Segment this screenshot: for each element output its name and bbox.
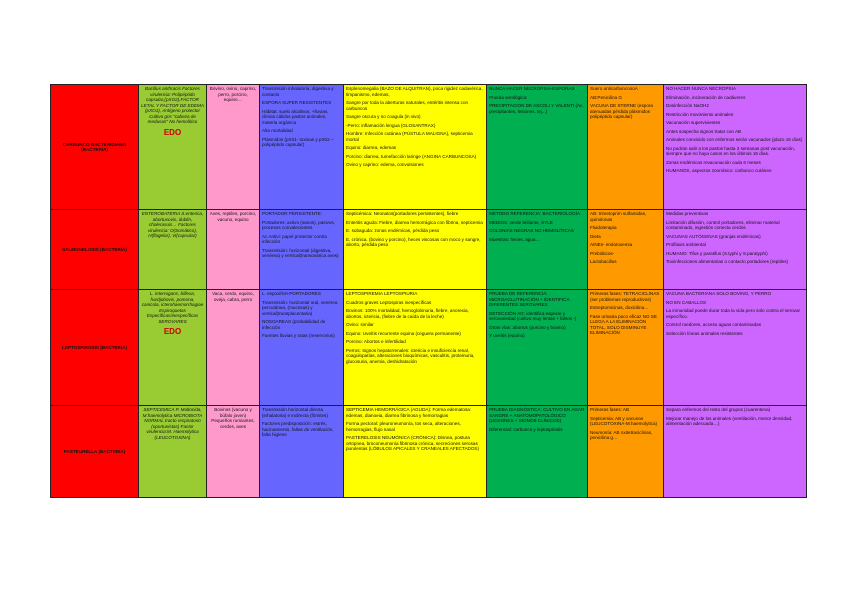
transmission-line: Transmisión horizontal directa (inhalatoria) e indirecta (fómites)	[262, 407, 328, 418]
clinic-line: LEPTOSPIREMIA LEPTOSPIURIA	[346, 291, 418, 296]
control-line: Profilaxis ambiental	[666, 242, 706, 247]
diagnosis-line: MÉTODO REFERENCIA: BACTERIOLOGÍA	[489, 211, 581, 216]
control-line: VACUNAS AUTÓGENAS (granjas endémicas)	[666, 233, 761, 239]
transmission-line: Ac Antivi: papel protector contra infección	[262, 233, 327, 244]
clinic-line: E. crónica. (bovino y porcino), heces viscosas con moco y sangre, aborto, pérdida peso	[346, 236, 481, 247]
control-line: NO EN CABALLOS	[666, 299, 707, 305]
disease-name-cell	[51, 406, 139, 498]
diagnosis-line: Muestras: heces, agua…	[489, 236, 541, 242]
disease-name-text: SALMONELOSIS (BACTERIA)	[62, 246, 127, 252]
agent-cell	[139, 210, 207, 290]
clinic-line: Equino: Uveítis recurrente equina (ceguera permanente)	[346, 330, 461, 336]
treatment-line: Suero anticarbuncosoA	[590, 86, 638, 91]
diagnosis-line: Diferencial: carbunco y leptospirosis	[489, 426, 563, 432]
diagnosis-line: PRUEBA DIAGNÓSTICA: CULTIVO EN AGAR SANGRE + ANATOMOPATOLÓGICO (LESIONES + SIGNOS CLÍNICOS)	[489, 407, 585, 423]
transmission-line: Portadores: activo (sanos), pasivos, procesos convalecientes	[262, 219, 336, 230]
control-line: No podrán salir a los pastos hasta 3 semanas post vacunación, siempre que no haya casos en los últimos 15 días.	[666, 145, 795, 156]
diagnosis-line: Y uveítis (equino)	[489, 333, 525, 338]
host-text: Aves, reptiles, porcino, vacuno, equino	[209, 211, 257, 222]
diagnosis-line: Prueba serológica:	[489, 94, 528, 100]
host-text: Vaca, cerdo, equino, oveja, cabra, perro	[212, 291, 254, 302]
disease-name-cell	[51, 290, 139, 406]
treatment-cell	[588, 210, 664, 290]
table-row	[51, 290, 807, 406]
transmission-line: ESPORA SUPER RESISTENTES	[262, 100, 332, 105]
host-cell	[207, 290, 260, 406]
agent-text: L. interrogans, biflexa, hardjobovis, pomona, canicola, icterohaemorrhagiae Espiroquetas Específicas/inespecíficas SEROVARES	[141, 291, 204, 324]
control-line: Medidas preventivas	[666, 211, 709, 216]
control-line: Zonas endémicas revacunación cada 6 meses	[666, 159, 761, 165]
control-line: VACUNA BACTERIANA SOLO BOVINO, Y PERRO	[666, 291, 772, 296]
transmission-line: Transmisión inhalatoria, digestiva y contacto	[262, 86, 334, 97]
treatment-line: AB: trimetoprim sulfamidas, quinolonas	[590, 211, 647, 222]
control-line: Mejorar manejo de los animales (ventilación, menor densidad, alimentación adecuada…)	[666, 415, 793, 426]
diagnosis-line: PRECIPITACION DE ASCOLI Y VALENTI (Ac. precipitantes, lesiones, tej...)	[489, 103, 584, 114]
diagnosis-line: DETECCIÓN AG: identifica especie y serovariedad (cultivo muy lentas + falsos -)	[489, 310, 577, 321]
diagnosis-cell	[487, 85, 588, 210]
clinic-line: Septicémica: Neonatos(portadores persistentes), fiebre	[346, 211, 459, 216]
agent-text: ENTEROBATERIA S.enterica, abortusovis, dublin, cholerasuis… Factores virulencia: O(Somático), H(flagelar), Vi(capsular)	[141, 211, 204, 238]
treatment-line: Fluidoterapia	[590, 225, 617, 230]
diagnosis-cell	[487, 290, 588, 406]
clinic-line: Sangre oscura y no coagula (in vivo)	[346, 114, 421, 119]
host-text: Bovinos (vacuno y búfalo joven) Pequeños rumiantes, cerdos, aves	[211, 407, 255, 429]
clinic-line: Esplenomegalia (BAZO DE ALQUITRAN), poca rigidez cadavérica, timpanismo, edemas,	[346, 86, 483, 97]
edo-label: EDO	[163, 127, 182, 137]
clinic-line: Enteritis aguda: Fiebre, diarrea hemorrágica con fibrina, septicemia	[346, 219, 483, 225]
agent-cell	[139, 406, 207, 498]
clinic-line: Hombre: Infección cutánea (PÚSTULA MALIGNA), septicemia mortal	[346, 131, 473, 142]
zoonosis-table	[50, 84, 807, 498]
table-row	[51, 210, 807, 290]
table-row	[51, 85, 807, 210]
control-cell	[664, 85, 807, 210]
clinic-line: Cuadros graves Leptospiras inespecíficas	[346, 299, 432, 305]
disease-name-text: CARBUNCO BACTERIDIANO (BACTERIA)	[62, 141, 127, 152]
control-line: Control roedores, acceso aguas contaminadas	[666, 322, 761, 327]
agent-text: SEPTICEMICA P. Multocida, M.haemolytica MICROBIOTA NORMAL tracto respiratorio (oportunistas) Factor virulencia:M. Haemolytica (LEUCOTOXINA)	[142, 407, 203, 440]
clinic-line: Perros: Signos hepatorrenales: ictericia e insuficiencia renal, coagulopatías, alteraciones bioquímicas, vasculitis, proteinuria, glucosuria, anemia, deshidratación	[346, 347, 475, 364]
clinic-line: SEPTICEMIA HEMORRÁGICA (AGUDA): Forma edematosa: edemas, dianoeia, diarrea fibrinosa y hemorragias	[346, 407, 472, 418]
transmission-line: Transmisión: horizontal (digestiva, venérea) y vertical(transovárica aves)	[262, 247, 339, 258]
transmission-cell	[260, 406, 344, 498]
treatment-line: AINEs- endotoxemia	[590, 242, 633, 247]
treatment-line: Fase urinaria poco eficaz NO SE LLEGA A LA ELIMINACIÓN TOTAL, SOLO DISMINUYE ELIMINACIÓN	[590, 313, 657, 335]
disease-name-text: LEPTOSPIROSIS (BACTERIA)	[62, 344, 127, 350]
host-text: Bovino, ovino, caprino, perro, porcino, equino…	[209, 86, 257, 102]
transmission-line: NOSOAREAS (probabilidad de infección	[262, 319, 326, 330]
treatment-line: Septicemia: AB y vacunas (LEUCOTOXINA-M.haemolytica)	[590, 415, 658, 426]
control-line: Animales convivido con enfermos serán vacunados (plazo 15 días)	[666, 137, 803, 142]
transmission-line: Hábitat: suelo alcalinos, +lluvias, climas cálidos pastos animales, materia orgánica	[262, 108, 329, 125]
transmission-cell	[260, 210, 344, 290]
control-line: Separa enfermos del resto del grupos (cuarentena)	[666, 407, 771, 412]
clinic-cell	[344, 210, 487, 290]
clinic-line: PASTERELOSIS NEUMÓNICA (CRÓNICA): Disnea, postura ortopnea, broconeumonía fibrinosa crónica, secreciones serosas purulentas (LÓBULOS APICALES Y CRANEALES AFECTADOS)	[346, 435, 480, 451]
diagnosis-line: PRUEBA DE REFERENCIA: MICROAGLUTINACIÓN + IDENTIFICA DIFERENTES SEROVARES	[489, 291, 570, 307]
transmission-line: Alta mortalidad	[262, 128, 293, 133]
treatment-line: Primeras fases: TETRACICLINAS (ser problemas reproductivos)	[590, 291, 660, 302]
transmission-line: Plásmidos (pX01- toxinas y pX02 – polipéptido capsular)	[262, 136, 334, 147]
diagnosis-cell	[487, 406, 588, 498]
clinic-line: Porcino: Abortos e infertilidad	[346, 339, 406, 344]
diagnosis-line: Otras vías: abortos (porcino y bovino)	[489, 324, 566, 330]
agent-cell	[139, 85, 207, 210]
clinic-line: Ovino: similar	[346, 322, 374, 327]
edo-label: EDO	[163, 327, 182, 336]
treatment-cell	[588, 290, 664, 406]
control-line: HUMANOS, aspectos zoonósico: carbunco cutáneo	[666, 168, 772, 173]
control-cell	[664, 210, 807, 290]
control-line: Limitación difusión, control portadores, eliminar material contaminado, ingestión conecta cerdos	[666, 219, 780, 230]
control-line: La inmunidad puede durar toda la vida pero solo contra el serovar específico.	[666, 308, 801, 319]
diagnosis-line: MEDIOS: verde brillante, XYLE	[489, 219, 553, 225]
control-line: Vacunación supervivientes	[666, 120, 721, 125]
diagnosis-cell	[487, 210, 588, 290]
host-cell	[207, 210, 260, 290]
control-line: Antes sospecha signos tratar con AB	[666, 128, 742, 134]
treatment-line: VACUNA DE STERNE (espora atenuadas pérdida plásmidos polipéptido capsular)	[590, 103, 653, 119]
disease-name-cell	[51, 85, 139, 210]
control-line: Selección líneas animales resistentes	[666, 330, 743, 336]
table-body	[51, 85, 807, 498]
clinic-cell	[344, 85, 487, 210]
clinic-line: Bovinos: 100% mortalidad, hemoglobinuria, fiebre, anorexia, abortos, ictericia, (fiebre de la caída de la leche)	[346, 308, 469, 319]
transmission-line: Transmisión: horizontal oral, venérea percutánea, (mucosas) y vertical(transplacentaria)	[262, 299, 338, 316]
host-cell	[207, 85, 260, 210]
transmission-line: L. espoxiñol+PORTADORES	[262, 291, 321, 296]
treatment-line: Lactobacillus	[590, 259, 617, 264]
control-line: NO HACER NUNCA NECROPSIA	[666, 86, 736, 91]
diagnosis-line: COLONIAS NEGRAS NO HEMOLÍTICAS	[489, 228, 575, 233]
clinic-line: Ovino y caprino: edema, convulsiones	[346, 162, 424, 167]
agent-cell	[139, 290, 207, 406]
clinic-line: Forma pectoral: pleuroneumonía, tos seca, alteraciones, hemorragias, flujo nasal	[346, 421, 461, 432]
clinic-line: Equino: diarrea, edemas	[346, 145, 397, 150]
table-row	[51, 406, 807, 498]
control-line: Eliminación, incineración de cadáveres	[666, 94, 746, 100]
diagnosis-line: NUNCA HACER NECROPSIA-ESPORAS	[489, 86, 575, 91]
treatment-cell	[588, 85, 664, 210]
disease-name-cell	[51, 210, 139, 290]
transmission-cell	[260, 290, 344, 406]
clinic-cell	[344, 406, 487, 498]
clinic-line: Porcino: diarrea, tumefacción laringe (ANGINA CARBUNCOSA)	[346, 153, 477, 159]
disease-name-text: PASTEURELLA (BACTERIA)	[63, 448, 126, 454]
clinic-line: E. subaguda: zonas endémicas, pérdida peso	[346, 228, 440, 233]
agent-text: Bacillus anthracis Factores virulencia: Polipéptido capsular,(pXO2),FACTOR LETAL Y FACTOR DE EDEMA (pXO1), Antígeno protector Cultivo gris "cabeza de medusas" No hemolítico	[141, 86, 204, 124]
transmission-line: PORTADOR PERSISTENTE:	[262, 211, 323, 216]
transmission-cell	[260, 85, 344, 210]
treatment-line: Estreptomicinas, doxicilina…	[590, 305, 649, 310]
host-cell	[207, 406, 260, 498]
treatment-cell	[588, 406, 664, 498]
treatment-line: Dieta	[590, 233, 601, 239]
transmission-line: Fuentes lluvias y ratas (reservorios)	[262, 333, 335, 338]
transmission-line: Factores predisposición: estrés, hacinamiento, faltas de ventilación, falta higiene	[262, 421, 334, 437]
clinic-line: -Perro: inflamación lengua (GLOSANTRAX)	[346, 122, 436, 128]
clinic-line: Sangre por toda la aberturas naturales, entéritis intensa con carbuncos	[346, 100, 469, 111]
control-line: Desinfección NaOH2	[666, 103, 709, 108]
control-cell	[664, 406, 807, 498]
treatment-line: Primeras fases: AB	[590, 407, 630, 412]
control-cell	[664, 290, 807, 406]
treatment-line: AB:Penicilina G	[590, 94, 622, 100]
control-line: Restricción movimiento animales	[666, 111, 734, 117]
treatment-line: Prebióticos-	[590, 250, 615, 256]
clinic-cell	[344, 290, 487, 406]
control-line: HUMANO: Tifus y paratifus (S.typhi y S.paratyphi)	[666, 250, 768, 256]
control-line: Toxiinfecciones alimentarias o contacto portadores (reptiles)	[666, 259, 789, 264]
treatment-line: Neumonía: AB oxitetraciclinas, penicilina g…	[590, 429, 653, 440]
